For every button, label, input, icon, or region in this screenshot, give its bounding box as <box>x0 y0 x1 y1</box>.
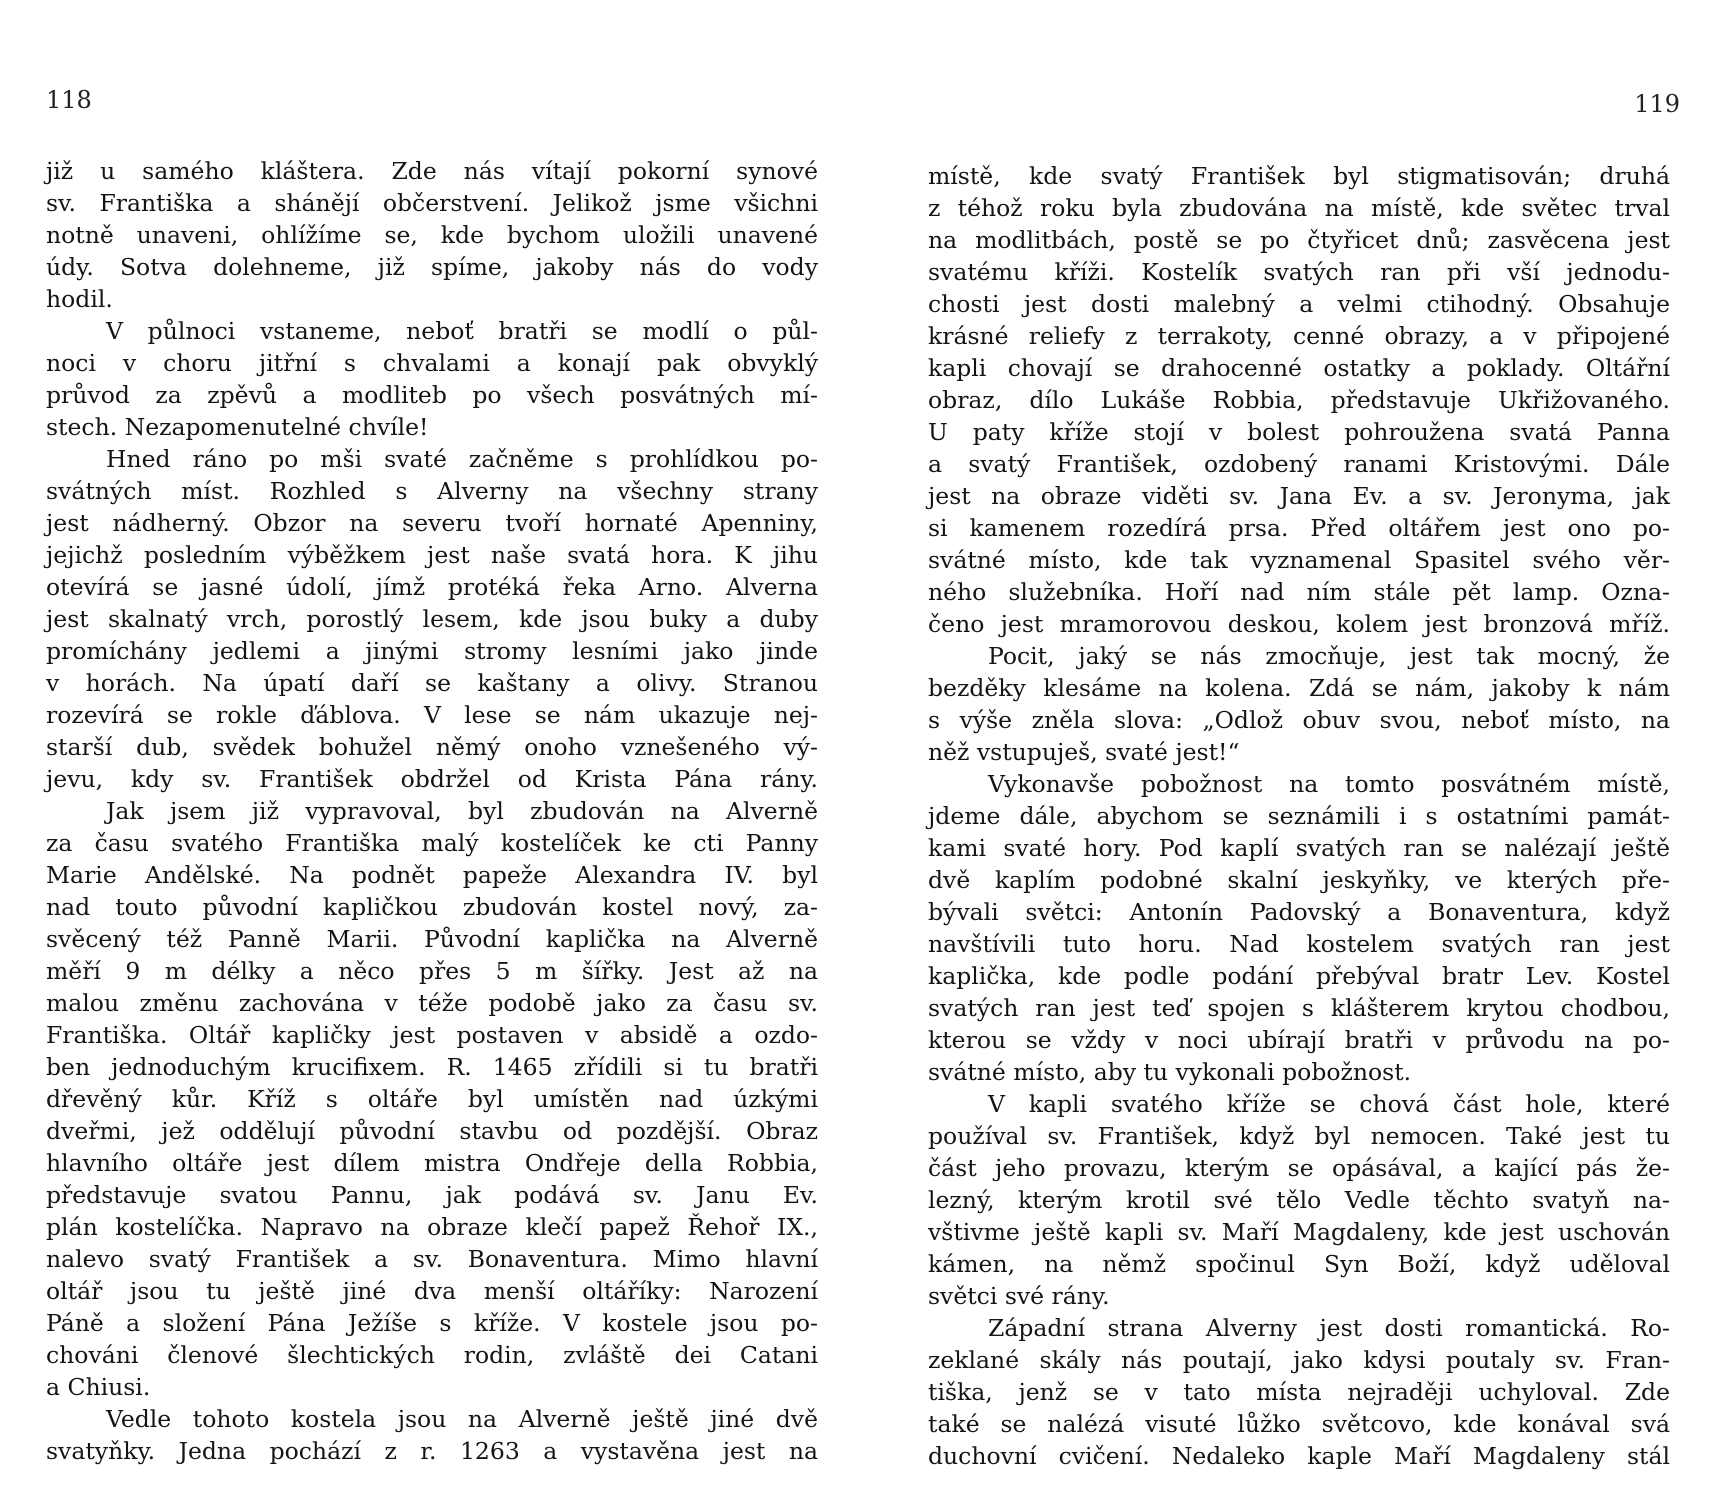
text-line: představuje svatou Pannu, jak podává sv. Janu Ev. <box>46 1181 818 1209</box>
text-line: Františka. Oltář kapličky jest postaven v absidě a ozdo- <box>46 1021 818 1049</box>
text-line: nad touto původní kapličkou zbudován kostel nový, za- <box>46 893 818 921</box>
text-line: průvod za zpěvů a modliteb po všech posvátných mí- <box>46 381 818 409</box>
page-text <box>928 160 1670 1472</box>
text-line: také se nalézá visuté lůžko světcovo, kde konával svá <box>928 1410 1670 1438</box>
text-line: otevírá se jasné údolí, jímž protéká řeka Arno. Alverna <box>46 573 818 601</box>
text-line: noci v choru jitřní s chvalami a konají pak obvyklý <box>46 349 818 377</box>
text-line: Vedle tohoto kostela jsou na Alverně ještě jiné dvě <box>106 1405 818 1433</box>
text-line: krásné reliefy z terrakoty, cenné obrazy, a v připojené <box>928 322 1670 350</box>
text-line: jejichž posledním výběžkem jest naše svatá hora. K jihu <box>46 541 818 569</box>
text-line: sv. Františka a shánějí občerstvení. Jelikož jsme všichni <box>46 189 818 217</box>
text-line: ného služebníka. Hoří nad ním stále pět lamp. Ozna- <box>928 578 1670 606</box>
text-line: a svatý František, ozdobený ranami Kristovými. Dále <box>928 450 1670 478</box>
text-line: zeklané skály nás poutají, jako kdysi poutaly sv. Fran- <box>928 1346 1670 1374</box>
text-line: jest skalnatý vrch, porostlý lesem, kde jsou buky a duby <box>46 605 818 633</box>
text-line: s výše zněla slova: „Odlož obuv svou, neboť místo, na <box>928 706 1670 734</box>
text-line: svátných míst. Rozhled s Alverny na všechny strany <box>46 477 818 505</box>
text-line: jest na obraze viděti sv. Jana Ev. a sv. Jeronyma, jak <box>928 482 1670 510</box>
text-line: chosti jest dosti malebný a velmi ctihodný. Obsahuje <box>928 290 1670 318</box>
text-line: tiška, jenž se v tato místa nejraději uchyloval. Zde <box>928 1378 1670 1406</box>
text-line: malou změnu zachována v téže podobě jako za času sv. <box>46 989 818 1017</box>
text-line: navštívili tuto horu. Nad kostelem svatých ran jest <box>928 930 1670 958</box>
page-text <box>46 155 818 1467</box>
text-line: z téhož roku byla zbudována na místě, kde světec trval <box>928 194 1670 222</box>
text-line: obraz, dílo Lukáše Robbia, představuje Ukřižovaného. <box>928 386 1670 414</box>
text-line: svatých ran jest teď spojen s klášterem krytou chodbou, <box>928 994 1670 1022</box>
text-line: dveřmi, jež oddělují původní stavbu od pozdější. Obraz <box>46 1117 818 1145</box>
text-line: svěcený též Panně Marii. Původní kaplička na Alverně <box>46 925 818 953</box>
page-number: 119 <box>1634 90 1680 118</box>
text-line: údy. Sotva dolehneme, již spíme, jakoby nás do vody <box>46 253 818 281</box>
text-line: světci své rány. <box>928 1282 1110 1310</box>
text-line: chováni členové šlechtických rodin, zvláště dei Catani <box>46 1341 818 1369</box>
text-line: rozevírá se rokle ďáblova. V lese se nám ukazuje nej- <box>46 701 818 729</box>
text-line: Pocit, jaký se nás zmocňuje, jest tak mocný, že <box>988 642 1670 670</box>
text-line: jevu, kdy sv. František obdržel od Krista Pána rány. <box>46 765 818 793</box>
text-line: na modlitbách, postě se po čtyřicet dnů; zasvěcena jest <box>928 226 1670 254</box>
text-line: a Chiusi. <box>46 1373 151 1401</box>
text-line: hlavního oltáře jest dílem mistra Ondřeje della Robbia, <box>46 1149 818 1177</box>
text-line: bezděky klesáme na kolena. Zdá se nám, jakoby k nám <box>928 674 1670 702</box>
text-line: svatému kříži. Kostelík svatých ran při vší jednodu- <box>928 258 1670 286</box>
text-line: měří 9 m délky a něco přes 5 m šířky. Jest až na <box>46 957 818 985</box>
text-line: za času svatého Františka malý kostelíček ke cti Panny <box>46 829 818 857</box>
text-line: dvě kaplím podobné skalní jeskyňky, ve kterých pře- <box>928 866 1670 894</box>
text-line: hodil. <box>46 285 113 313</box>
text-line: Hned ráno po mši svaté začněme s prohlídkou po- <box>106 445 818 473</box>
text-line: promíchány jedlemi a jinými stromy lesními jako jinde <box>46 637 818 665</box>
text-line: V půlnoci vstaneme, neboť bratři se modlí o půl- <box>106 317 818 345</box>
text-line: svátné místo, kde tak vyznamenal Spasitel svého věr- <box>928 546 1670 574</box>
text-line: plán kostelíčka. Napravo na obraze klečí papež Řehoř IX., <box>46 1213 818 1241</box>
text-line: svatyňky. Jedna pochází z r. 1263 a vystavěna jest na <box>46 1437 818 1465</box>
text-line: starší dub, svědek bohužel němý onoho vznešeného vý- <box>46 733 818 761</box>
text-line: svátné místo, aby tu vykonali pobožnost. <box>928 1058 1412 1086</box>
text-line: oltář jsou tu ještě jiné dva menší oltáříky: Narození <box>46 1277 818 1305</box>
text-line: jest nádherný. Obzor na severu tvoří hornaté Apenniny, <box>46 509 818 537</box>
text-line: ben jednoduchým krucifixem. R. 1465 zřídili si tu bratři <box>46 1053 818 1081</box>
text-line: kaplička, kde podle podání přebýval bratr Lev. Kostel <box>928 962 1670 990</box>
text-line: lezný, kterým krotil své tělo Vedle těchto svatyň na- <box>928 1186 1670 1214</box>
text-line: jdeme dále, abychom se seznámili i s ostatními památ- <box>928 802 1670 830</box>
text-line: něž vstupuješ, svaté jest!“ <box>928 738 1240 766</box>
text-line: V kapli svatého kříže se chová část hole, které <box>988 1090 1670 1118</box>
text-line: kterou se vždy v noci ubírají bratři v průvodu na po- <box>928 1026 1670 1054</box>
text-line: bývali světci: Antonín Padovský a Bonaventura, když <box>928 898 1670 926</box>
text-line: čeno jest mramorovou deskou, kolem jest bronzová mříž. <box>928 610 1670 638</box>
text-line: notně unaveni, ohlížíme se, kde bychom uložili unavené <box>46 221 818 249</box>
text-line: Marie Andělské. Na podnět papeže Alexandra IV. byl <box>46 861 818 889</box>
text-line: kami svaté hory. Pod kaplí svatých ran se nalézají ještě <box>928 834 1670 862</box>
text-line: Západní strana Alverny jest dosti romantická. Ro- <box>988 1314 1670 1342</box>
text-line: část jeho provazu, kterým se opásával, a kající pás že- <box>928 1154 1670 1182</box>
text-line: kámen, na němž spočinul Syn Boží, když uděloval <box>928 1250 1670 1278</box>
text-line: kapli chovají se drahocenné ostatky a poklady. Oltářní <box>928 354 1670 382</box>
text-line: Páně a složení Pána Ježíše s kříže. V kostele jsou po- <box>46 1309 818 1337</box>
text-line: U paty kříže stojí v bolest pohroužena svatá Panna <box>928 418 1670 446</box>
text-line: stech. Nezapomenutelné chvíle! <box>46 413 429 441</box>
text-line: používal sv. František, když byl nemocen. Také jest tu <box>928 1122 1670 1150</box>
text-line: nalevo svatý František a sv. Bonaventura. Mimo hlavní <box>46 1245 818 1273</box>
text-line: dřevěný kůr. Kříž s oltáře byl umístěn nad úzkými <box>46 1085 818 1113</box>
text-line: duchovní cvičení. Nedaleko kaple Maří Magdaleny stál <box>928 1442 1670 1470</box>
text-line: vštivme ještě kapli sv. Maří Magdaleny, kde jest uschován <box>928 1218 1670 1246</box>
text-line: Vykonavše pobožnost na tomto posvátném místě, <box>988 770 1670 798</box>
text-line: Jak jsem již vypravoval, byl zbudován na Alverně <box>106 797 818 825</box>
page-number: 118 <box>46 86 92 114</box>
text-line: již u samého kláštera. Zde nás vítají pokorní synové <box>46 157 818 185</box>
text-line: si kamenem rozedírá prsa. Před oltářem jest ono po- <box>928 514 1670 542</box>
text-line: v horách. Na úpatí daří se kaštany a olivy. Stranou <box>46 669 818 697</box>
text-line: místě, kde svatý František byl stigmatisován; druhá <box>928 162 1670 190</box>
